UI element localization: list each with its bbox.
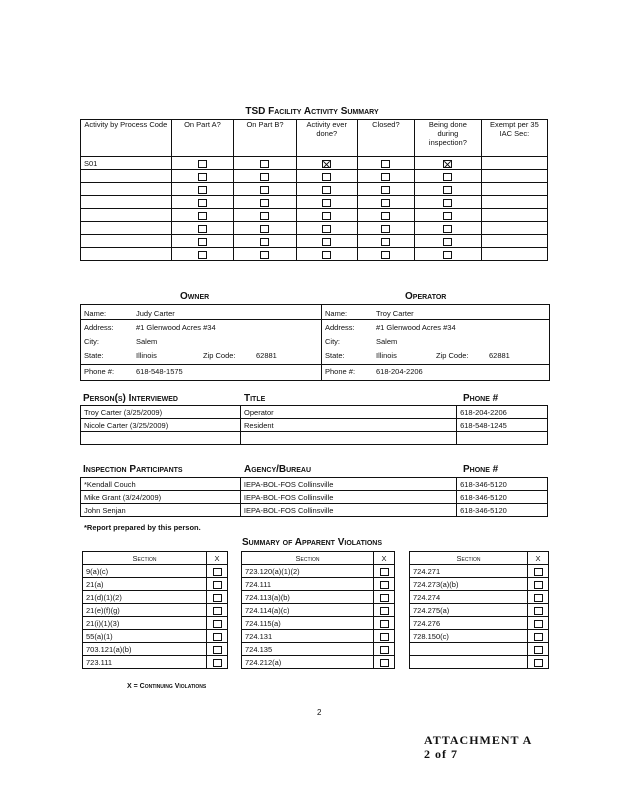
violations-col2-x-cell bbox=[374, 565, 395, 578]
participant-cell: 618-346-5120 bbox=[457, 478, 548, 491]
violations-table-1 bbox=[82, 551, 228, 669]
activity-check-cell bbox=[296, 183, 357, 196]
report-footnote: *Report prepared by this person. bbox=[84, 523, 201, 532]
violations-col3-section: 724.275(a) bbox=[410, 604, 528, 617]
violations-col3-x-cell bbox=[528, 630, 549, 643]
violation-checkbox[interactable] bbox=[534, 607, 543, 615]
activity-check-cell bbox=[234, 196, 297, 209]
operator-name-label: Name: bbox=[325, 309, 348, 318]
interviewed-row bbox=[81, 406, 548, 419]
violations-col3-row bbox=[410, 591, 549, 604]
violations-col2-section: 724.111 bbox=[242, 578, 374, 591]
violation-checkbox[interactable] bbox=[534, 581, 543, 589]
activity-code bbox=[81, 183, 172, 196]
violations-legend: X = Continuing Violations bbox=[127, 683, 207, 690]
attachment-pages: 2 of 7 bbox=[424, 747, 458, 761]
activity-exempt bbox=[481, 170, 547, 183]
violations-col2-section: 724.131 bbox=[242, 630, 374, 643]
violations-col3-section: 724.274 bbox=[410, 591, 528, 604]
operator-state-label: State: bbox=[325, 351, 345, 360]
activity-checkbox[interactable] bbox=[198, 173, 207, 181]
activity-check-cell bbox=[296, 196, 357, 209]
violations-col3-x-cell bbox=[528, 565, 549, 578]
violations-col2-section: 723.120(a)(1)(2) bbox=[242, 565, 374, 578]
activity-check-cell bbox=[296, 235, 357, 248]
activity-check-cell bbox=[415, 209, 482, 222]
participant-cell: Mike Grant (3/24/2009) bbox=[81, 491, 241, 504]
activity-checkbox[interactable] bbox=[322, 212, 331, 220]
violations-col1-x-cell bbox=[207, 630, 228, 643]
owner-operator-block bbox=[80, 304, 550, 381]
activity-code bbox=[81, 235, 172, 248]
activity-check-cell bbox=[415, 235, 482, 248]
violations-col3-section: 724.271 bbox=[410, 565, 528, 578]
violations-col2-x-cell bbox=[374, 617, 395, 630]
activity-checkbox[interactable] bbox=[443, 199, 452, 207]
owner-city: Salem bbox=[136, 337, 158, 346]
violations-col3-row bbox=[410, 643, 549, 656]
violations-col1-section: 21(a) bbox=[83, 578, 207, 591]
violation-checkbox[interactable] bbox=[213, 633, 222, 641]
violation-checkbox[interactable] bbox=[213, 581, 222, 589]
violation-checkbox[interactable] bbox=[534, 659, 543, 667]
violations-col1-x-cell bbox=[207, 591, 228, 604]
activity-checkbox[interactable] bbox=[381, 199, 390, 207]
activity-check-cell bbox=[171, 183, 234, 196]
activity-check-cell bbox=[234, 209, 297, 222]
participant-cell: 618-346-5120 bbox=[457, 491, 548, 504]
activity-code bbox=[81, 196, 172, 209]
violations-col2-row bbox=[242, 630, 395, 643]
activity-check-cell bbox=[171, 157, 234, 170]
owner-phone-label: Phone #: bbox=[84, 367, 115, 376]
interviewed-header-person: Person(s) Interviewed bbox=[83, 393, 178, 404]
owner-zip-label: Zip Code: bbox=[203, 351, 236, 360]
violations-col1-row bbox=[83, 656, 228, 669]
activity-check-cell bbox=[296, 209, 357, 222]
violations-col1-row bbox=[83, 604, 228, 617]
violations-col2-section: 724.212(a) bbox=[242, 656, 374, 669]
violations-col3-section bbox=[410, 656, 528, 669]
activity-code bbox=[81, 222, 172, 235]
attachment-label: ATTACHMENT A bbox=[424, 733, 533, 747]
participants-header-name: Inspection Participants bbox=[83, 464, 183, 475]
interviewed-cell: Resident bbox=[241, 419, 457, 432]
interviewed-cell: Operator bbox=[241, 406, 457, 419]
activity-check-cell bbox=[415, 157, 482, 170]
violations-col2-row bbox=[242, 591, 395, 604]
activity-checkbox[interactable] bbox=[260, 160, 269, 168]
activity-check-cell bbox=[296, 248, 357, 261]
activity-exempt bbox=[481, 183, 547, 196]
operator-phone: 618-204-2206 bbox=[376, 367, 423, 376]
page-number: 2 bbox=[317, 708, 322, 717]
activity-check-cell bbox=[415, 222, 482, 235]
violations-table-2 bbox=[241, 551, 395, 669]
owner-name: Judy Carter bbox=[136, 309, 175, 318]
activity-check-cell bbox=[171, 209, 234, 222]
violations-col2-x-cell bbox=[374, 578, 395, 591]
violation-checkbox[interactable] bbox=[534, 620, 543, 628]
activity-row bbox=[81, 209, 548, 222]
activity-header-0: Activity by Process Code bbox=[81, 120, 172, 157]
interviewed-table bbox=[80, 405, 548, 445]
violations-col1-x-cell bbox=[207, 578, 228, 591]
activity-code bbox=[81, 209, 172, 222]
activity-exempt bbox=[481, 235, 547, 248]
violations-col3-x-cell bbox=[528, 604, 549, 617]
activity-checkbox[interactable] bbox=[381, 186, 390, 194]
violations-col1-x-cell bbox=[207, 604, 228, 617]
violations-col3-x-cell bbox=[528, 591, 549, 604]
activity-check-cell bbox=[357, 222, 414, 235]
activity-row bbox=[81, 222, 548, 235]
violations-col1-section-header: Section bbox=[83, 552, 207, 565]
violations-col3-row bbox=[410, 604, 549, 617]
violations-col2-section: 724.135 bbox=[242, 643, 374, 656]
violations-col2-x-cell bbox=[374, 656, 395, 669]
violation-checkbox[interactable] bbox=[380, 568, 389, 576]
violations-col3-row bbox=[410, 630, 549, 643]
violations-col3-header-row bbox=[410, 552, 549, 565]
participant-cell: *Kendall Couch bbox=[81, 478, 241, 491]
owner-phone: 618-548-1575 bbox=[136, 367, 183, 376]
activity-check-cell bbox=[357, 235, 414, 248]
interviewed-cell bbox=[81, 432, 241, 445]
activity-checkbox[interactable] bbox=[381, 238, 390, 246]
activity-checkbox[interactable] bbox=[443, 160, 452, 168]
violations-col1-row bbox=[83, 643, 228, 656]
violations-col1-section: 55(a)(1) bbox=[83, 630, 207, 643]
activity-check-cell bbox=[171, 222, 234, 235]
owner-city-label: City: bbox=[84, 337, 99, 346]
activity-check-cell bbox=[357, 209, 414, 222]
activity-checkbox[interactable] bbox=[381, 251, 390, 259]
violations-col2-x-cell bbox=[374, 643, 395, 656]
activity-header-1: On Part A? bbox=[171, 120, 234, 157]
violation-checkbox[interactable] bbox=[213, 568, 222, 576]
violations-col1-section: 703.121(a)(b) bbox=[83, 643, 207, 656]
violations-col2-section: 724.115(a) bbox=[242, 617, 374, 630]
activity-check-cell bbox=[171, 196, 234, 209]
operator-phone-label: Phone #: bbox=[325, 367, 356, 376]
activity-code bbox=[81, 170, 172, 183]
activity-checkbox[interactable] bbox=[381, 173, 390, 181]
violation-checkbox[interactable] bbox=[380, 633, 389, 641]
violations-table-3 bbox=[409, 551, 549, 669]
violations-col3-section: 728.150(c) bbox=[410, 630, 528, 643]
activity-header-3: Activity ever done? bbox=[296, 120, 357, 157]
activity-check-cell bbox=[357, 170, 414, 183]
activity-checkbox[interactable] bbox=[260, 251, 269, 259]
activity-checkbox[interactable] bbox=[322, 251, 331, 259]
violations-col3-section-header: Section bbox=[410, 552, 528, 565]
activity-checkbox[interactable] bbox=[260, 186, 269, 194]
violations-title: Summary of Apparent Violations bbox=[241, 537, 382, 548]
violations-col2-x-header: X bbox=[374, 552, 395, 565]
violation-checkbox[interactable] bbox=[380, 594, 389, 602]
violation-checkbox[interactable] bbox=[534, 633, 543, 641]
interviewed-cell bbox=[241, 432, 457, 445]
activity-checkbox[interactable] bbox=[198, 212, 207, 220]
activity-header-4: Closed? bbox=[357, 120, 414, 157]
participant-cell: IEPA-BOL-FOS Collinsville bbox=[240, 504, 456, 517]
activity-header-5: Being done during inspection? bbox=[415, 120, 482, 157]
operator-address-label: Address: bbox=[325, 323, 355, 332]
violations-col1-row bbox=[83, 591, 228, 604]
activity-row bbox=[81, 235, 548, 248]
operator-city-label: City: bbox=[325, 337, 340, 346]
violation-checkbox[interactable] bbox=[213, 607, 222, 615]
activity-checkbox[interactable] bbox=[322, 160, 331, 168]
violations-col2-section: 724.113(a)(b) bbox=[242, 591, 374, 604]
activity-code bbox=[81, 248, 172, 261]
violations-col3-section: 724.276 bbox=[410, 617, 528, 630]
violations-col2-x-cell bbox=[374, 630, 395, 643]
activity-code: S01 bbox=[81, 157, 172, 170]
activity-row bbox=[81, 196, 548, 209]
participant-cell: IEPA-BOL-FOS Collinsville bbox=[240, 491, 456, 504]
violation-checkbox[interactable] bbox=[534, 594, 543, 602]
activity-checkbox[interactable] bbox=[443, 251, 452, 259]
activity-checkbox[interactable] bbox=[198, 199, 207, 207]
violations-col3-row bbox=[410, 565, 549, 578]
violation-checkbox[interactable] bbox=[213, 620, 222, 628]
owner-address-label: Address: bbox=[84, 323, 114, 332]
interviewed-cell: Nicole Carter (3/25/2009) bbox=[81, 419, 241, 432]
violations-col1-section: 21(i)(1)(3) bbox=[83, 617, 207, 630]
owner-zip: 62881 bbox=[256, 351, 277, 360]
violations-col1-section: 21(e)(f)(g) bbox=[83, 604, 207, 617]
interviewed-cell: 618-548-1245 bbox=[457, 419, 548, 432]
activity-check-cell bbox=[234, 248, 297, 261]
participant-cell: John Senjan bbox=[81, 504, 241, 517]
interviewed-header-phone: Phone # bbox=[463, 393, 499, 404]
activity-row bbox=[81, 170, 548, 183]
activity-check-cell bbox=[415, 196, 482, 209]
activity-checkbox[interactable] bbox=[260, 225, 269, 233]
violations-col2-row bbox=[242, 565, 395, 578]
operator-address: #1 Glenwood Acres #34 bbox=[376, 323, 456, 332]
violations-col1-section: 723.111 bbox=[83, 656, 207, 669]
activity-checkbox[interactable] bbox=[443, 186, 452, 194]
activity-row bbox=[81, 183, 548, 196]
operator-city: Salem bbox=[376, 337, 398, 346]
activity-checkbox[interactable] bbox=[198, 186, 207, 194]
activity-checkbox[interactable] bbox=[260, 199, 269, 207]
violation-checkbox[interactable] bbox=[534, 646, 543, 654]
activity-checkbox[interactable] bbox=[381, 212, 390, 220]
activity-check-cell bbox=[234, 170, 297, 183]
violations-col2-section-header: Section bbox=[242, 552, 374, 565]
violation-checkbox[interactable] bbox=[534, 568, 543, 576]
violations-col3-row bbox=[410, 617, 549, 630]
interviewed-cell bbox=[457, 432, 548, 445]
owner-heading: Owner bbox=[180, 291, 210, 302]
participant-row bbox=[81, 504, 548, 517]
participants-header-phone: Phone # bbox=[463, 464, 499, 475]
activity-check-cell bbox=[234, 157, 297, 170]
owner-state: Illinois bbox=[136, 351, 157, 360]
violations-col3-row bbox=[410, 656, 549, 669]
violations-col1-x-header: X bbox=[207, 552, 228, 565]
violations-col2-row bbox=[242, 656, 395, 669]
violations-col2-row bbox=[242, 643, 395, 656]
activity-checkbox[interactable] bbox=[322, 173, 331, 181]
violation-checkbox[interactable] bbox=[213, 659, 222, 667]
violations-col1-row bbox=[83, 578, 228, 591]
activity-exempt bbox=[481, 209, 547, 222]
activity-check-cell bbox=[357, 157, 414, 170]
violation-checkbox[interactable] bbox=[380, 659, 389, 667]
violations-col1-section: 9(a)(c) bbox=[83, 565, 207, 578]
violations-col2-row bbox=[242, 604, 395, 617]
activity-exempt bbox=[481, 196, 547, 209]
violations-col3-section bbox=[410, 643, 528, 656]
violations-col1-header-row bbox=[83, 552, 228, 565]
activity-check-cell bbox=[171, 235, 234, 248]
operator-zip-label: Zip Code: bbox=[436, 351, 469, 360]
activity-check-cell bbox=[171, 248, 234, 261]
activity-checkbox[interactable] bbox=[260, 212, 269, 220]
participants-header-agency: Agency/Bureau bbox=[244, 464, 312, 475]
interviewed-cell: 618-204-2206 bbox=[457, 406, 548, 419]
activity-checkbox[interactable] bbox=[322, 238, 331, 246]
activity-checkbox[interactable] bbox=[198, 238, 207, 246]
violations-col3-row bbox=[410, 578, 549, 591]
activity-row bbox=[81, 248, 548, 261]
activity-checkbox[interactable] bbox=[322, 186, 331, 194]
owner-address: #1 Glenwood Acres #34 bbox=[136, 323, 216, 332]
activity-row bbox=[81, 157, 548, 170]
violations-col2-row bbox=[242, 617, 395, 630]
violations-col1-section: 21(d)(1)(2) bbox=[83, 591, 207, 604]
activity-checkbox[interactable] bbox=[443, 238, 452, 246]
activity-check-cell bbox=[296, 170, 357, 183]
violation-checkbox[interactable] bbox=[380, 620, 389, 628]
activity-check-cell bbox=[357, 183, 414, 196]
operator-heading: Operator bbox=[405, 291, 447, 302]
activity-header-6: Exempt per 35 IAC Sec: bbox=[481, 120, 547, 157]
activity-check-cell bbox=[296, 222, 357, 235]
violations-col1-x-cell bbox=[207, 565, 228, 578]
activity-checkbox[interactable] bbox=[260, 238, 269, 246]
violation-checkbox[interactable] bbox=[380, 646, 389, 654]
activity-checkbox[interactable] bbox=[381, 225, 390, 233]
violations-col3-x-cell bbox=[528, 617, 549, 630]
participant-row bbox=[81, 478, 548, 491]
owner-name-label: Name: bbox=[84, 309, 107, 318]
activity-check-cell bbox=[234, 235, 297, 248]
violations-col1-x-cell bbox=[207, 643, 228, 656]
operator-name: Troy Carter bbox=[376, 309, 414, 318]
participant-cell: 618-346-5120 bbox=[457, 504, 548, 517]
activity-checkbox[interactable] bbox=[322, 199, 331, 207]
violations-col3-x-cell bbox=[528, 643, 549, 656]
activity-checkbox[interactable] bbox=[198, 251, 207, 259]
violations-col2-header-row bbox=[242, 552, 395, 565]
activity-check-cell bbox=[415, 183, 482, 196]
activity-exempt bbox=[481, 248, 547, 261]
activity-check-cell bbox=[234, 222, 297, 235]
violations-col1-x-cell bbox=[207, 617, 228, 630]
violations-col2-section: 724.114(a)(c) bbox=[242, 604, 374, 617]
participant-row bbox=[81, 491, 548, 504]
violations-col1-row bbox=[83, 617, 228, 630]
activity-table bbox=[80, 119, 548, 261]
activity-checkbox[interactable] bbox=[260, 173, 269, 181]
violation-checkbox[interactable] bbox=[380, 607, 389, 615]
activity-header-2: On Part B? bbox=[234, 120, 297, 157]
interviewed-row bbox=[81, 419, 548, 432]
violation-checkbox[interactable] bbox=[213, 594, 222, 602]
activity-check-cell bbox=[234, 183, 297, 196]
violations-col2-row bbox=[242, 578, 395, 591]
operator-state: Illinois bbox=[376, 351, 397, 360]
participant-cell: IEPA-BOL-FOS Collinsville bbox=[240, 478, 456, 491]
participants-table bbox=[80, 477, 548, 517]
operator-zip: 62881 bbox=[489, 351, 510, 360]
violations-col1-x-cell bbox=[207, 656, 228, 669]
violation-checkbox[interactable] bbox=[380, 581, 389, 589]
violations-col1-row bbox=[83, 630, 228, 643]
activity-checkbox[interactable] bbox=[322, 225, 331, 233]
owner-state-label: State: bbox=[84, 351, 104, 360]
violations-col3-section: 724.273(a)(b) bbox=[410, 578, 528, 591]
activity-check-cell bbox=[357, 248, 414, 261]
violations-col3-x-cell bbox=[528, 656, 549, 669]
interviewed-cell: Troy Carter (3/25/2009) bbox=[81, 406, 241, 419]
violations-col2-x-cell bbox=[374, 604, 395, 617]
violations-col1-row bbox=[83, 565, 228, 578]
activity-checkbox[interactable] bbox=[443, 173, 452, 181]
activity-check-cell bbox=[171, 170, 234, 183]
activity-check-cell bbox=[415, 170, 482, 183]
violations-col2-x-cell bbox=[374, 591, 395, 604]
violation-checkbox[interactable] bbox=[213, 646, 222, 654]
activity-check-cell bbox=[415, 248, 482, 261]
activity-checkbox[interactable] bbox=[443, 212, 452, 220]
activity-checkbox[interactable] bbox=[198, 225, 207, 233]
interviewed-header-title: Title bbox=[244, 393, 266, 404]
activity-checkbox[interactable] bbox=[443, 225, 452, 233]
activity-title: TSD Facility Activity Summary bbox=[245, 106, 379, 117]
interviewed-row bbox=[81, 432, 548, 445]
violations-col3-x-header: X bbox=[528, 552, 549, 565]
activity-checkbox[interactable] bbox=[198, 160, 207, 168]
activity-checkbox[interactable] bbox=[381, 160, 390, 168]
activity-exempt bbox=[481, 222, 547, 235]
activity-check-cell bbox=[357, 196, 414, 209]
violations-col3-x-cell bbox=[528, 578, 549, 591]
activity-check-cell bbox=[296, 157, 357, 170]
activity-exempt bbox=[481, 157, 547, 170]
